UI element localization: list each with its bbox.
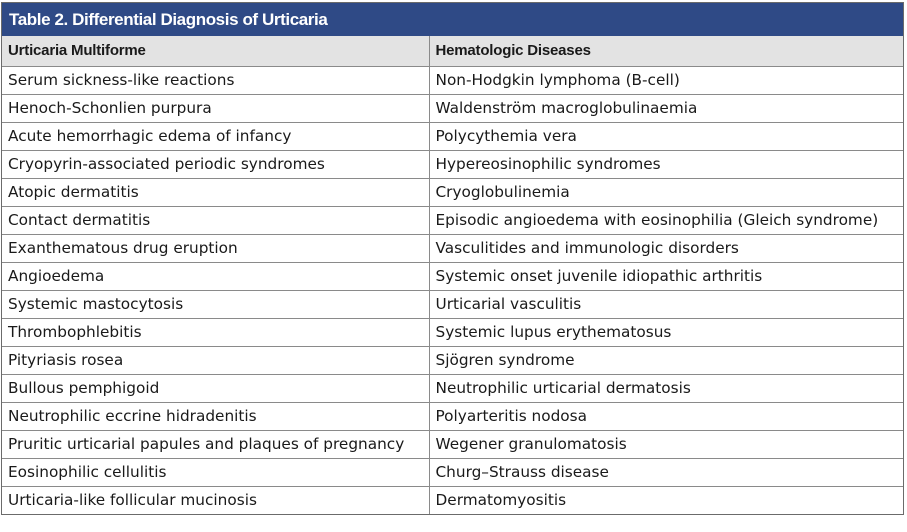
column-header-hematologic-diseases: Hematologic Diseases — [429, 36, 903, 66]
table-row — [2, 318, 903, 346]
cell-urticaria-multiforme: Pityriasis rosea — [2, 346, 429, 374]
cell-hematologic-disease: Neutrophilic urticarial dermatosis — [429, 374, 903, 402]
table-row — [2, 150, 903, 178]
cell-urticaria-multiforme: Eosinophilic cellulitis — [2, 458, 429, 486]
cell-urticaria-multiforme: Urticaria-like follicular mucinosis — [2, 486, 429, 514]
column-header-urticaria-multiforme: Urticaria Multiforme — [2, 36, 429, 66]
cell-hematologic-disease: Vasculitides and immunologic disorders — [429, 234, 903, 262]
cell-hematologic-disease: Wegener granulomatosis — [429, 430, 903, 458]
table-row — [2, 430, 903, 458]
table-row — [2, 458, 903, 486]
cell-hematologic-disease: Polyarteritis nodosa — [429, 402, 903, 430]
cell-urticaria-multiforme: Bullous pemphigoid — [2, 374, 429, 402]
table-row — [2, 94, 903, 122]
table-row — [2, 122, 903, 150]
cell-hematologic-disease: Systemic lupus erythematosus — [429, 318, 903, 346]
cell-urticaria-multiforme: Acute hemorrhagic edema of infancy — [2, 122, 429, 150]
cell-hematologic-disease: Cryoglobulinemia — [429, 178, 903, 206]
cell-hematologic-disease: Non-Hodgkin lymphoma (B-cell) — [429, 66, 903, 94]
cell-urticaria-multiforme: Cryopyrin-associated periodic syndromes — [2, 150, 429, 178]
cell-hematologic-disease: Systemic onset juvenile idiopathic arthritis — [429, 262, 903, 290]
cell-urticaria-multiforme: Henoch-Schonlien purpura — [2, 94, 429, 122]
table-row — [2, 486, 903, 514]
table-row — [2, 262, 903, 290]
table-row — [2, 290, 903, 318]
cell-urticaria-multiforme: Atopic dermatitis — [2, 178, 429, 206]
table-row — [2, 178, 903, 206]
table-row — [2, 234, 903, 262]
cell-urticaria-multiforme: Contact dermatitis — [2, 206, 429, 234]
cell-urticaria-multiforme: Thrombophlebitis — [2, 318, 429, 346]
table-title: Table 2. Differential Diagnosis of Urticaria — [2, 3, 903, 36]
cell-urticaria-multiforme: Neutrophilic eccrine hidradenitis — [2, 402, 429, 430]
cell-hematologic-disease: Hypereosinophilic syndromes — [429, 150, 903, 178]
cell-hematologic-disease: Sjögren syndrome — [429, 346, 903, 374]
table-row — [2, 206, 903, 234]
table-row — [2, 346, 903, 374]
cell-hematologic-disease: Episodic angioedema with eosinophilia (Gleich syndrome) — [429, 206, 903, 234]
cell-hematologic-disease: Churg–Strauss disease — [429, 458, 903, 486]
cell-urticaria-multiforme: Angioedema — [2, 262, 429, 290]
cell-hematologic-disease: Urticarial vasculitis — [429, 290, 903, 318]
table-row — [2, 374, 903, 402]
cell-hematologic-disease: Waldenström macroglobulinaemia — [429, 94, 903, 122]
cell-urticaria-multiforme: Pruritic urticarial papules and plaques of pregnancy — [2, 430, 429, 458]
cell-urticaria-multiforme: Systemic mastocytosis — [2, 290, 429, 318]
table-header-row — [2, 36, 903, 66]
cell-hematologic-disease: Polycythemia vera — [429, 122, 903, 150]
cell-hematologic-disease: Dermatomyositis — [429, 486, 903, 514]
cell-urticaria-multiforme: Exanthematous drug eruption — [2, 234, 429, 262]
diagnosis-table — [2, 36, 903, 514]
cell-urticaria-multiforme: Serum sickness-like reactions — [2, 66, 429, 94]
diagnosis-table-container — [1, 2, 904, 515]
table-row — [2, 402, 903, 430]
table-body — [2, 66, 903, 514]
table-row — [2, 66, 903, 94]
